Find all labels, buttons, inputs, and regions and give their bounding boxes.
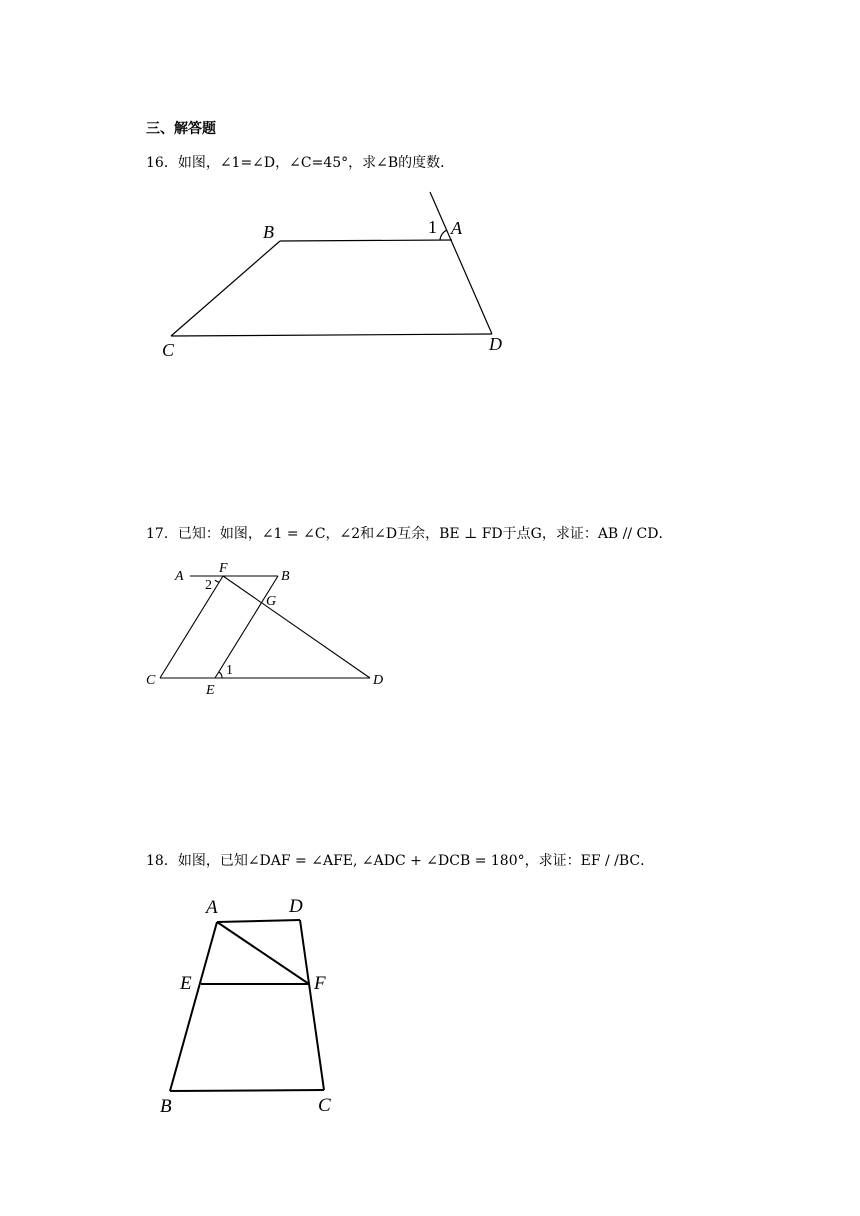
segment-ab [170, 922, 217, 1091]
label-b: B [281, 569, 290, 584]
label-c: C [162, 340, 175, 360]
label-d: D [373, 673, 384, 688]
label-a: A [175, 569, 184, 584]
section-title: 三、解答题 [146, 121, 216, 137]
label-e: E [206, 683, 215, 698]
label-b: B [160, 1096, 172, 1117]
label-e: E [180, 973, 192, 994]
label-f: F [219, 561, 228, 576]
segment-ad [217, 920, 300, 922]
segment-dc [300, 920, 324, 1090]
question-16-text: 16．如图，∠1=∠D，∠C=45°，求∠B的度数． [146, 155, 455, 171]
segment-bc [170, 1090, 324, 1091]
label-angle-1: 1 [428, 217, 437, 237]
label-f: F [314, 973, 326, 994]
label-a: A [451, 218, 462, 238]
label-angle-2: 2 [205, 578, 212, 593]
label-g: G [266, 594, 277, 609]
segment-af [217, 922, 309, 984]
label-d: D [489, 334, 502, 354]
label-b: B [263, 222, 274, 242]
label-angle-1: 1 [226, 663, 233, 678]
label-c: C [318, 1095, 331, 1116]
label-a: A [206, 897, 218, 918]
label-c: C [146, 673, 156, 688]
question-18-text: 18．如图，已知∠DAF = ∠AFE, ∠ADC + ∠DCB = 180°，求证：EF / /BC． [146, 853, 655, 869]
label-d: D [289, 896, 303, 917]
question-17-text: 17．已知：如图，∠1 = ∠C，∠2和∠D互余，BE ⊥ FD于点G，求证：AB // CD． [146, 526, 673, 542]
